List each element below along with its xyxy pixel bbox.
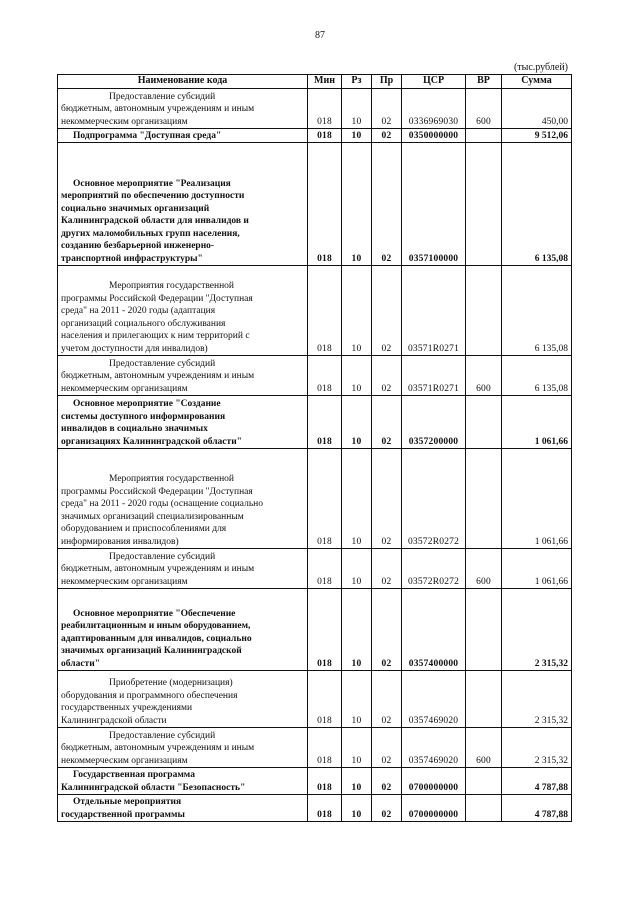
row-pr: 02 — [372, 356, 402, 396]
row-name: Предоставление субсидий бюджетным, автономным учреждениям и иным некоммерческим организациям — [61, 91, 255, 127]
row-rz: 10 — [342, 795, 372, 822]
row-csr: 0700000000 — [402, 768, 466, 795]
row-min: 018 — [308, 129, 342, 143]
budget-table — [57, 74, 572, 822]
row-rz: 10 — [342, 266, 372, 356]
header-name: Наименование кода — [58, 75, 308, 89]
row-rz: 10 — [342, 89, 372, 129]
table-row — [58, 396, 572, 449]
row-name-cell — [58, 671, 308, 728]
table-row — [58, 549, 572, 589]
row-name: Мероприятия государственной программы Российской Федерации "Доступная среда" на 2011 - 2020 годы (адаптация организаций социального обслуживания населения и прилегающих к ним территорий с учетом доступности для инвалидов) — [61, 281, 253, 354]
units-label: (тыс.рублей) — [513, 62, 568, 73]
row-name: Государственная программа Калининградской области "Безопасность" — [61, 770, 246, 793]
row-min: 018 — [308, 356, 342, 396]
row-name: Основное мероприятие "Реализация мероприятий по обеспечению доступности социально значимых организаций Калининградской области для инвалидов и других маломобильных групп населения, созданию безбарьерной инженерно- транспортной инфраструктуры" — [61, 178, 249, 264]
table-header-row — [58, 75, 572, 89]
row-name: Предоставление субсидий бюджетным, автономным учреждениям и иным некоммерческим организациям — [61, 551, 255, 587]
row-pr: 02 — [372, 266, 402, 356]
row-pr: 02 — [372, 449, 402, 549]
row-pr: 02 — [372, 129, 402, 143]
row-csr: 03571R0271 — [402, 356, 466, 396]
row-name-cell — [58, 143, 308, 266]
row-min: 018 — [308, 728, 342, 768]
row-vr — [466, 671, 502, 728]
row-rz: 10 — [342, 728, 372, 768]
row-vr: 600 — [466, 549, 502, 589]
row-min: 018 — [308, 768, 342, 795]
row-min: 018 — [308, 549, 342, 589]
row-pr: 02 — [372, 795, 402, 822]
row-csr: 0700000000 — [402, 795, 466, 822]
row-name: Подпрограмма "Доступная среда" — [73, 130, 222, 141]
header-pr: Пр — [372, 75, 402, 89]
row-vr: 600 — [466, 728, 502, 768]
row-name-cell — [58, 768, 308, 795]
row-pr: 02 — [372, 671, 402, 728]
row-csr: 0357400000 — [402, 589, 466, 671]
table-row — [58, 89, 572, 129]
row-csr: 0357469020 — [402, 671, 466, 728]
row-name: Отдельные мероприятия государственной программы — [61, 797, 185, 820]
row-name-cell — [58, 266, 308, 356]
row-vr — [466, 129, 502, 143]
row-sum: 6 135,08 — [502, 266, 572, 356]
row-min: 018 — [308, 589, 342, 671]
row-rz: 10 — [342, 671, 372, 728]
row-csr: 0350000000 — [402, 129, 466, 143]
table-row — [58, 589, 572, 671]
row-name-cell — [58, 728, 308, 768]
row-vr — [466, 266, 502, 356]
row-rz: 10 — [342, 129, 372, 143]
row-min: 018 — [308, 89, 342, 129]
row-rz: 10 — [342, 549, 372, 589]
row-pr: 02 — [372, 143, 402, 266]
header-rz: Рз — [342, 75, 372, 89]
header-sum: Сумма — [502, 75, 572, 89]
row-csr: 0357200000 — [402, 396, 466, 449]
row-name-cell — [58, 356, 308, 396]
row-sum: 2 315,32 — [502, 728, 572, 768]
row-sum: 1 061,66 — [502, 449, 572, 549]
table-body — [58, 89, 572, 822]
row-rz: 10 — [342, 449, 372, 549]
page-number: 87 — [315, 30, 325, 41]
row-sum: 1 061,66 — [502, 396, 572, 449]
row-min: 018 — [308, 396, 342, 449]
row-name: Основное мероприятие "Создание системы доступного информирования инвалидов в социально значимых организациях Калининградской области" — [61, 399, 242, 447]
row-pr: 02 — [372, 549, 402, 589]
header-min: Мин — [308, 75, 342, 89]
row-pr: 02 — [372, 89, 402, 129]
row-rz: 10 — [342, 589, 372, 671]
header-vr: ВР — [466, 75, 502, 89]
row-sum: 6 135,08 — [502, 356, 572, 396]
row-sum: 4 787,88 — [502, 795, 572, 822]
table-row — [58, 768, 572, 795]
row-vr — [466, 589, 502, 671]
row-min: 018 — [308, 266, 342, 356]
header-csr: ЦСР — [402, 75, 466, 89]
row-pr: 02 — [372, 768, 402, 795]
row-sum: 450,00 — [502, 89, 572, 129]
row-name-cell — [58, 129, 308, 143]
row-sum: 2 315,32 — [502, 589, 572, 671]
row-name-cell — [58, 549, 308, 589]
table-row — [58, 266, 572, 356]
row-name: Предоставление субсидий бюджетным, автономным учреждениям и иным некоммерческим организациям — [61, 358, 255, 394]
row-vr — [466, 449, 502, 549]
row-min: 018 — [308, 671, 342, 728]
row-name-cell — [58, 589, 308, 671]
row-sum: 2 315,32 — [502, 671, 572, 728]
table-row — [58, 129, 572, 143]
table-row — [58, 795, 572, 822]
row-rz: 10 — [342, 768, 372, 795]
row-name-cell — [58, 396, 308, 449]
row-vr: 600 — [466, 89, 502, 129]
row-pr: 02 — [372, 728, 402, 768]
row-pr: 02 — [372, 396, 402, 449]
table-row — [58, 728, 572, 768]
table-row — [58, 356, 572, 396]
row-vr — [466, 795, 502, 822]
row-csr: 0357469020 — [402, 728, 466, 768]
row-vr — [466, 768, 502, 795]
row-csr: 03572R0272 — [402, 449, 466, 549]
row-sum: 4 787,88 — [502, 768, 572, 795]
row-rz: 10 — [342, 356, 372, 396]
row-name-cell — [58, 795, 308, 822]
row-name: Основное мероприятие "Обеспечение реабилитационным и иным оборудованием, адаптированным для инвалидов, социально значимых организаций Калининградской области" — [61, 608, 252, 669]
row-name: Приобретение (модернизация) оборудования и программного обеспечения государственных учреждениями Калининградской области — [61, 678, 238, 726]
row-vr — [466, 143, 502, 266]
row-name: Предоставление субсидий бюджетным, автономным учреждениям и иным некоммерческим организациям — [61, 730, 255, 766]
row-rz: 10 — [342, 143, 372, 266]
row-name-cell — [58, 89, 308, 129]
row-pr: 02 — [372, 589, 402, 671]
row-vr — [466, 396, 502, 449]
table-row — [58, 143, 572, 266]
row-rz: 10 — [342, 396, 372, 449]
row-csr: 03571R0271 — [402, 266, 466, 356]
row-name: Мероприятия государственной программы Российской Федерации "Доступная среда" на 2011 - 2020 годы (оснащение социально значимых организаций специализированным оборудованием и приспособлениями для информирования инвалидов) — [61, 474, 264, 547]
table-row — [58, 449, 572, 549]
row-name-cell — [58, 449, 308, 549]
row-csr: 0357100000 — [402, 143, 466, 266]
table-row — [58, 671, 572, 728]
row-min: 018 — [308, 795, 342, 822]
row-csr: 0336969030 — [402, 89, 466, 129]
row-sum: 6 135,08 — [502, 143, 572, 266]
row-sum: 1 061,66 — [502, 549, 572, 589]
row-csr: 03572R0272 — [402, 549, 466, 589]
row-vr: 600 — [466, 356, 502, 396]
row-min: 018 — [308, 449, 342, 549]
row-sum: 9 512,06 — [502, 129, 572, 143]
row-min: 018 — [308, 143, 342, 266]
